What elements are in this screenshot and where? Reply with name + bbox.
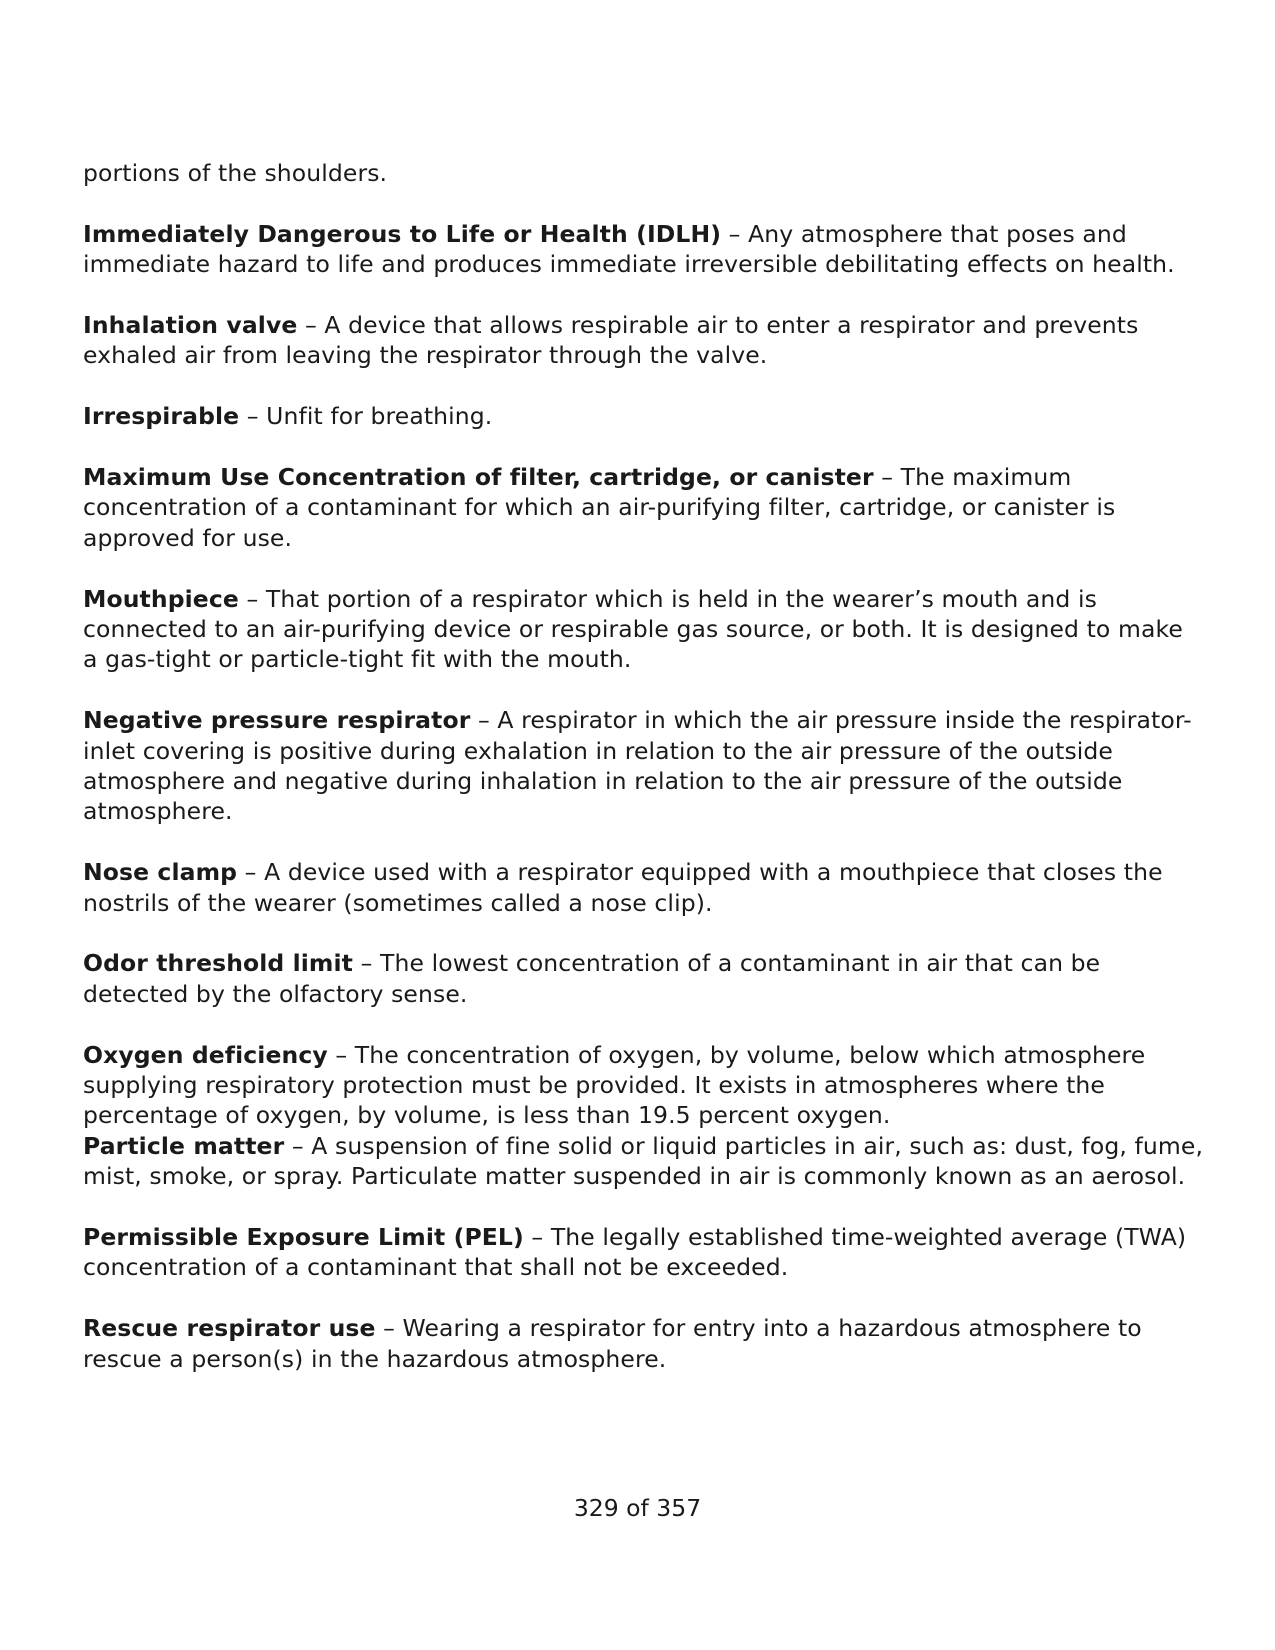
glossary-entry-oxygen-deficiency <box>83 1040 1203 1131</box>
term: Irrespirable <box>83 402 240 431</box>
definition: – A device that allows respirable air to enter a respirator and prevents exhaled air from leaving the respirator through the valve. <box>83 311 1139 370</box>
term: Nose clamp <box>83 858 238 887</box>
glossary-entry-mouthpiece <box>83 584 1203 675</box>
glossary-entry-nose-clamp <box>83 857 1203 918</box>
definition: – Any atmosphere that poses and immediate hazard to life and produces immediate irreversible debilitating effects on health. <box>83 219 1175 279</box>
definition: – A respirator in which the air pressure inside the respirator-inlet covering is positive during exhalation in relation to the air pressure of the outside atmosphere and negative during inhalation in relation to the air pressure of the outside atmosphere. <box>83 706 1192 826</box>
glossary-entry-particle-matter <box>83 1131 1203 1192</box>
glossary-entry-idlh <box>83 219 1203 280</box>
term: Particle matter <box>83 1131 285 1160</box>
definition: – A suspension of fine solid or liquid particles in air, such as: dust, fog, fume, mist, smoke, or spray. Particulate matter suspended in air is commonly known as an aerosol. <box>83 1131 1204 1191</box>
glossary-entry-inhalation-valve <box>83 310 1203 371</box>
definition: – The concentration of oxygen, by volume, below which atmosphere supplying respiratory protection must be provided. It exists in atmospheres where the percentage of oxygen, by volume, is less than 19.5 percent oxygen. <box>83 1040 1146 1130</box>
page-number: 329 of 357 <box>573 1494 702 1522</box>
term: Permissible Exposure Limit (PEL) <box>83 1223 524 1252</box>
definition: – That portion of a respirator which is held in the wearer’s mouth and is connected to an air-purifying device or respirable gas source, or both. It is designed to make a gas-tight or particle-tight fit with the mouth. <box>83 584 1183 674</box>
term: Oxygen deficiency <box>83 1040 328 1069</box>
document-body <box>83 158 1203 1374</box>
term: Immediately Dangerous to Life or Health (IDLH) <box>83 219 722 248</box>
glossary-entry-pel <box>83 1222 1203 1283</box>
definition: – The lowest concentration of a contaminant in air that can be detected by the olfactory sense. <box>83 949 1101 1008</box>
term: Negative pressure respirator <box>83 706 471 735</box>
definition: – A device used with a respirator equipped with a mouthpiece that closes the nostrils of the wearer (sometimes called a nose clip). <box>83 858 1163 917</box>
term: Maximum Use Concentration of filter, cartridge, or canister <box>83 463 874 491</box>
term: Inhalation valve <box>83 311 298 339</box>
continuation-text: portions of the shoulders. <box>83 159 388 187</box>
glossary-entry-irrespirable <box>83 401 1203 431</box>
glossary-entry-maximum-use-concentration <box>83 462 1203 553</box>
term: Mouthpiece <box>83 584 239 613</box>
definition: – The maximum concentration of a contaminant for which an air-purifying filter, cartridge, or canister is approved for use. <box>83 463 1116 552</box>
glossary-entry-odor-threshold-limit <box>83 948 1203 1009</box>
term: Rescue respirator use <box>83 1314 376 1343</box>
definition: – Wearing a respirator for entry into a hazardous atmosphere to rescue a person(s) in the hazardous atmosphere. <box>83 1314 1142 1373</box>
term: Odor threshold limit <box>83 949 354 978</box>
definition: – Unfit for breathing. <box>239 402 493 431</box>
glossary-entry-negative-pressure-respirator <box>83 705 1203 827</box>
glossary-entry-rescue-respirator-use <box>83 1313 1203 1374</box>
definition: – The legally established time-weighted average (TWA) concentration of a contaminant that shall not be exceeded. <box>83 1223 1187 1282</box>
